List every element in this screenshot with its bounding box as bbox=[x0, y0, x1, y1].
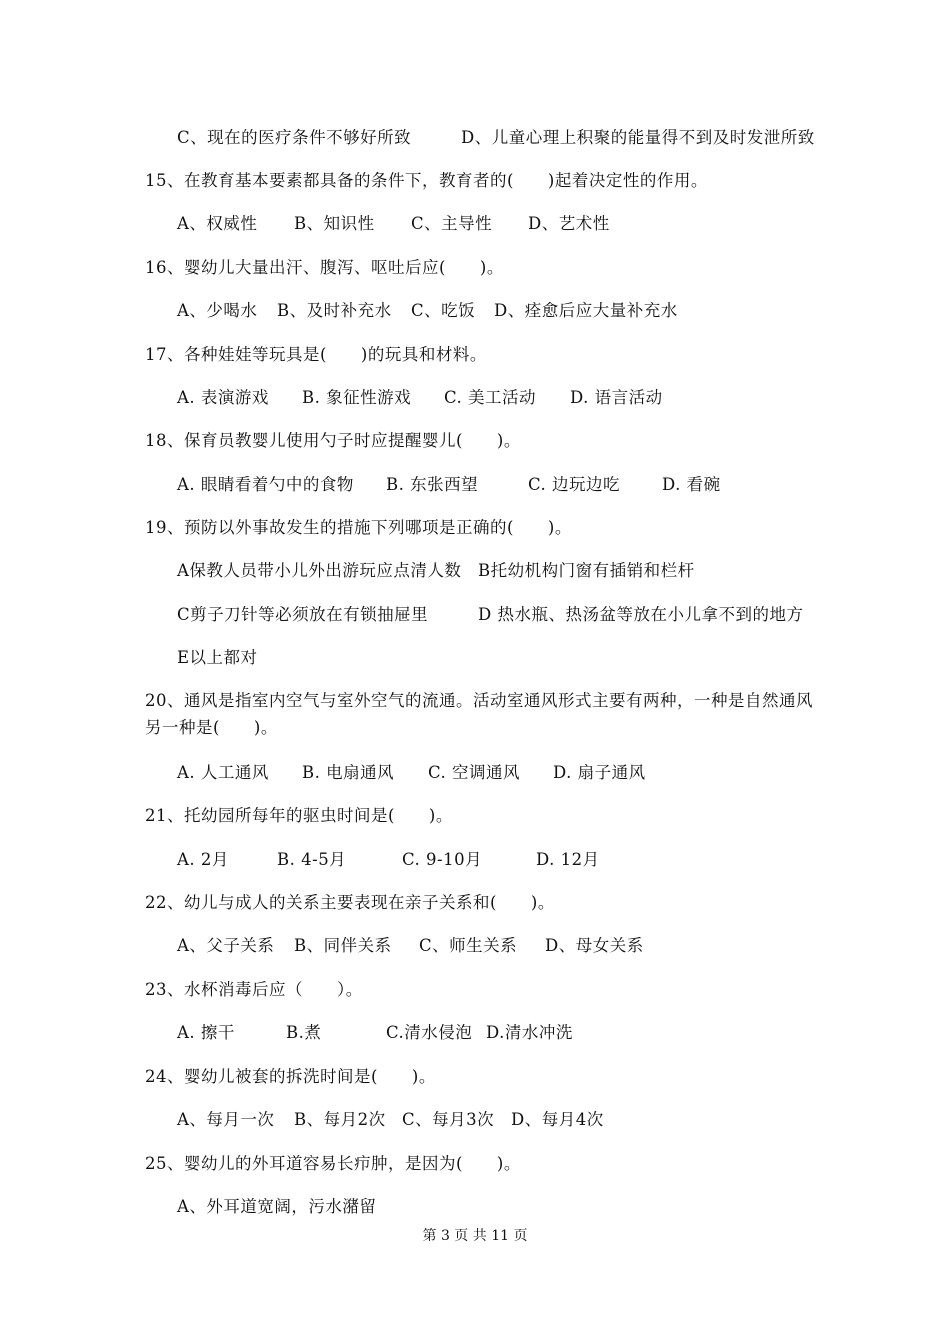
page-number: 第 3 页 共 11 页 bbox=[422, 1228, 528, 1244]
q18-option-a: A. 眼睛看着勺中的食物 bbox=[177, 475, 354, 494]
q23-option-a: A. 擦干 bbox=[177, 1023, 235, 1042]
q20-option-b: B. 电扇通风 bbox=[302, 763, 395, 782]
q20-option-a: A. 人工通风 bbox=[177, 763, 269, 782]
q24-option-b: B、每月2次 bbox=[294, 1110, 386, 1129]
question-15: 15、在教育基本要素都具备的条件下，教育者的( )起着决定性的作用。 bbox=[145, 171, 708, 190]
q17-option-c: C. 美工活动 bbox=[444, 388, 537, 407]
q23-option-d: D.清水冲洗 bbox=[486, 1023, 573, 1042]
question-18: 18、保育员教婴儿使用勺子时应提醒婴儿( )。 bbox=[145, 431, 521, 450]
q20-option-d: D. 扇子通风 bbox=[553, 763, 646, 782]
question-20-line-1: 20、通风是指室内空气与室外空气的流通。活动室通风形式主要有两种，一种是自然通风 bbox=[145, 691, 813, 710]
q21-option-b: B. 4-5月 bbox=[277, 850, 347, 869]
q16-option-c: C、吃饭 bbox=[411, 301, 476, 320]
question-24: 24、婴幼儿被套的拆洗时间是( )。 bbox=[145, 1067, 436, 1086]
q22-option-b: B、同伴关系 bbox=[294, 936, 392, 955]
q21-option-a: A. 2月 bbox=[177, 850, 229, 869]
q15-option-a: A、权威性 bbox=[177, 214, 258, 233]
question-21: 21、托幼园所每年的驱虫时间是( )。 bbox=[145, 806, 453, 825]
q22-option-c: C、师生关系 bbox=[419, 936, 518, 955]
question-25: 25、婴幼儿的外耳道容易长疖肿，是因为( )。 bbox=[145, 1154, 521, 1173]
question-17: 17、各种娃娃等玩具是( )的玩具和材料。 bbox=[145, 345, 487, 364]
q18-option-b: B. 东张西望 bbox=[386, 475, 479, 494]
q15-option-c: C、主导性 bbox=[411, 214, 493, 233]
question-22: 22、幼儿与成人的关系主要表现在亲子关系和( )。 bbox=[145, 893, 555, 912]
question-20-line-2: 另一种是( )。 bbox=[145, 718, 278, 737]
q25-option-a: A、外耳道宽阔，污水潴留 bbox=[177, 1197, 377, 1216]
q15-option-d: D、艺术性 bbox=[528, 214, 610, 233]
q22-option-a: A、父子关系 bbox=[177, 936, 275, 955]
q19-option-c: C剪子刀针等必须放在有锁抽屉里 bbox=[177, 605, 429, 624]
q20-option-c: C. 空调通风 bbox=[428, 763, 521, 782]
q21-option-c: C. 9-10月 bbox=[402, 850, 483, 869]
q19-option-b: B托幼机构门窗有插销和栏杆 bbox=[478, 561, 695, 580]
q16-option-d: D、痊愈后应大量补充水 bbox=[494, 301, 678, 320]
question-19: 19、预防以外事故发生的措施下列哪项是正确的( )。 bbox=[145, 518, 572, 537]
q19-option-e: E以上都对 bbox=[177, 648, 258, 667]
q21-option-d: D. 12月 bbox=[536, 850, 600, 869]
question-23: 23、水杯消毒后应（ ）。 bbox=[145, 980, 363, 999]
q16-option-a: A、少喝水 bbox=[177, 301, 258, 320]
q18-option-c: C. 边玩边吃 bbox=[528, 475, 621, 494]
q18-option-d: D. 看碗 bbox=[662, 475, 721, 494]
q24-option-a: A、每月一次 bbox=[177, 1110, 275, 1129]
q14-option-d: D、儿童心理上积聚的能量得不到及时发泄所致 bbox=[461, 128, 815, 147]
q17-option-a: A. 表演游戏 bbox=[177, 388, 269, 407]
q16-option-b: B、及时补充水 bbox=[277, 301, 392, 320]
q19-option-d: D 热水瓶、热汤盆等放在小儿拿不到的地方 bbox=[478, 605, 804, 624]
q15-option-b: B、知识性 bbox=[294, 214, 375, 233]
q22-option-d: D、母女关系 bbox=[545, 936, 644, 955]
question-16: 16、婴幼儿大量出汗、腹泻、呕吐后应( )。 bbox=[145, 258, 504, 277]
q19-option-a: A保教人员带小儿外出游玩应点清人数 bbox=[177, 561, 462, 580]
q24-option-c: C、每月3次 bbox=[402, 1110, 495, 1129]
q23-option-b: B.煮 bbox=[286, 1023, 322, 1042]
q17-option-d: D. 语言活动 bbox=[570, 388, 663, 407]
q23-option-c: C.清水侵泡 bbox=[386, 1023, 473, 1042]
q14-option-c: C、现在的医疗条件不够好所致 bbox=[177, 128, 412, 147]
q24-option-d: D、每月4次 bbox=[511, 1110, 604, 1129]
q17-option-b: B. 象征性游戏 bbox=[302, 388, 412, 407]
